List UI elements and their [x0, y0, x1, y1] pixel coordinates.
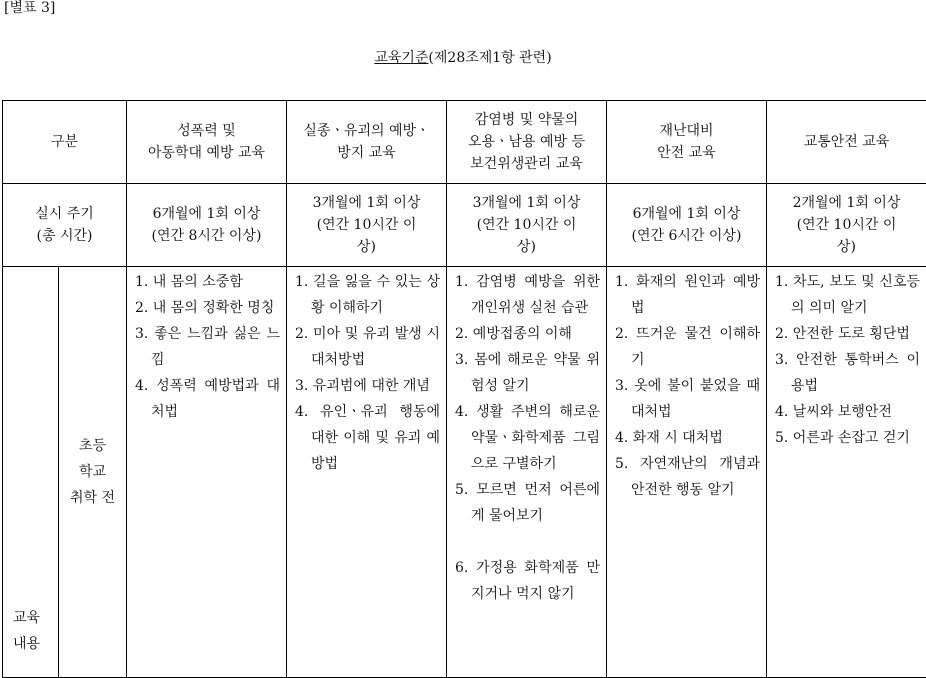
- header-sexual-violence: [127, 101, 287, 184]
- cell-line: 내용: [13, 631, 58, 657]
- content-list: [767, 267, 926, 678]
- list-item: 2. 내 몸의 정확한 명칭: [135, 295, 280, 321]
- list-item: 3. 좋은 느낌과 싫은 느낌: [135, 321, 280, 373]
- cell-line: (연간 10시간 이: [287, 214, 446, 236]
- cell-line: 6개월에 1회 이상: [607, 203, 766, 225]
- list-item: 5. 모르면 먼저 어른에게 물어보기: [455, 477, 600, 529]
- annex-label: [별표 3]: [4, 0, 55, 16]
- cell-line: 상): [447, 236, 606, 258]
- cell-line: 감염병 및 약물의: [447, 109, 606, 131]
- cell-line: 성폭력 및: [127, 120, 286, 142]
- list-item: 5. 어른과 손잡고 걷기: [775, 425, 920, 451]
- list-item: 1. 길을 잃을 수 있는 상황 이해하기: [295, 269, 440, 321]
- cell-line: 안전 교육: [607, 142, 766, 164]
- cell-line: (연간 10시간 이: [447, 214, 606, 236]
- period-value: [607, 184, 767, 267]
- list-item: 6. 가정용 화학제품 만지거나 먹지 않기: [455, 555, 600, 607]
- period-value: [287, 184, 447, 267]
- header-disaster: [607, 101, 767, 184]
- cell-line: 교육: [13, 605, 58, 631]
- title-main: 교육기준: [374, 50, 428, 66]
- content-row: [3, 267, 926, 678]
- list-item: 5. 자연재난의 개념과 안전한 행동 알기: [615, 451, 760, 503]
- period-value: [447, 184, 607, 267]
- cell-line: 3개월에 1회 이상: [287, 192, 446, 214]
- cell-line: 실시 주기: [3, 203, 126, 225]
- cell-line: 보건위생관리 교육: [447, 153, 606, 175]
- cell-line: 상): [287, 236, 446, 258]
- cell-line: (연간 8시간 이상): [127, 225, 286, 247]
- cell-line: 학교: [59, 459, 126, 485]
- cell-line: 초등: [59, 433, 126, 459]
- period-value: [127, 184, 287, 267]
- list-item: 1. 차도, 보도 및 신호등의 의미 알기: [775, 269, 920, 321]
- period-label: [3, 184, 127, 267]
- cell-line: 재난대비: [607, 120, 766, 142]
- list-spacer: [455, 529, 600, 555]
- list-item: 3. 안전한 통학버스 이용법: [775, 347, 920, 399]
- cell-line: (연간 10시간 이: [767, 214, 926, 236]
- cell-line: 3개월에 1회 이상: [447, 192, 606, 214]
- document-title: [0, 49, 926, 67]
- cell-line: 구분: [3, 131, 126, 153]
- list-item: 3. 유괴범에 대한 개념: [295, 373, 440, 399]
- header-infection-drugs: [447, 101, 607, 184]
- header-missing-abduction: [287, 101, 447, 184]
- header-traffic: [767, 101, 926, 184]
- list-item: 4. 성폭력 예방법과 대처법: [135, 373, 280, 425]
- content-list: [607, 267, 767, 678]
- list-item: 1. 내 몸의 소중함: [135, 269, 280, 295]
- list-item: 1. 감염병 예방을 위한 개인위생 실천 습관: [455, 269, 600, 321]
- list-item: 4. 날씨와 보행안전: [775, 399, 920, 425]
- content-list: [287, 267, 447, 678]
- cell-line: 상): [767, 236, 926, 258]
- list-item: 2. 예방접종의 이해: [455, 321, 600, 347]
- list-item: 4. 생활 주변의 해로운 약물ㆍ화학제품 그림으로 구별하기: [455, 399, 600, 477]
- cell-line: 2개월에 1회 이상: [767, 192, 926, 214]
- cell-line: 방지 교육: [287, 142, 446, 164]
- content-list: [127, 267, 287, 678]
- list-item: 1. 화재의 원인과 예방법: [615, 269, 760, 321]
- cell-line: 6개월에 1회 이상: [127, 203, 286, 225]
- header-category: [3, 101, 127, 184]
- cell-line: (연간 6시간 이상): [607, 225, 766, 247]
- cell-line: 실종ㆍ유괴의 예방ㆍ: [287, 120, 446, 142]
- content-sub-label: [59, 267, 127, 678]
- content-list: [447, 267, 607, 678]
- cell-line: (총 시간): [3, 225, 126, 247]
- title-sub: (제28조제1항 관련): [428, 50, 551, 66]
- period-row: [3, 184, 926, 267]
- list-item: 2. 안전한 도로 횡단법: [775, 321, 920, 347]
- list-item: 2. 뜨거운 물건 이해하기: [615, 321, 760, 373]
- list-item: 4. 화재 시 대처법: [615, 425, 760, 451]
- list-item: 3. 몸에 해로운 약물 위험성 알기: [455, 347, 600, 399]
- cell-line: 교통안전 교육: [767, 131, 926, 153]
- cell-line: 아동학대 예방 교육: [127, 142, 286, 164]
- list-item: 3. 옷에 불이 붙었을 때 대처법: [615, 373, 760, 425]
- education-standards-table: [2, 100, 926, 678]
- list-item: 2. 미아 및 유괴 발생 시 대처방법: [295, 321, 440, 373]
- cell-line: 오용ㆍ남용 예방 등: [447, 131, 606, 153]
- header-row: [3, 101, 926, 184]
- list-item: 4. 유인ㆍ유괴 행동에 대한 이해 및 유괴 예방법: [295, 399, 440, 477]
- period-value: [767, 184, 926, 267]
- cell-line: 취학 전: [59, 485, 126, 511]
- content-label: [3, 267, 59, 678]
